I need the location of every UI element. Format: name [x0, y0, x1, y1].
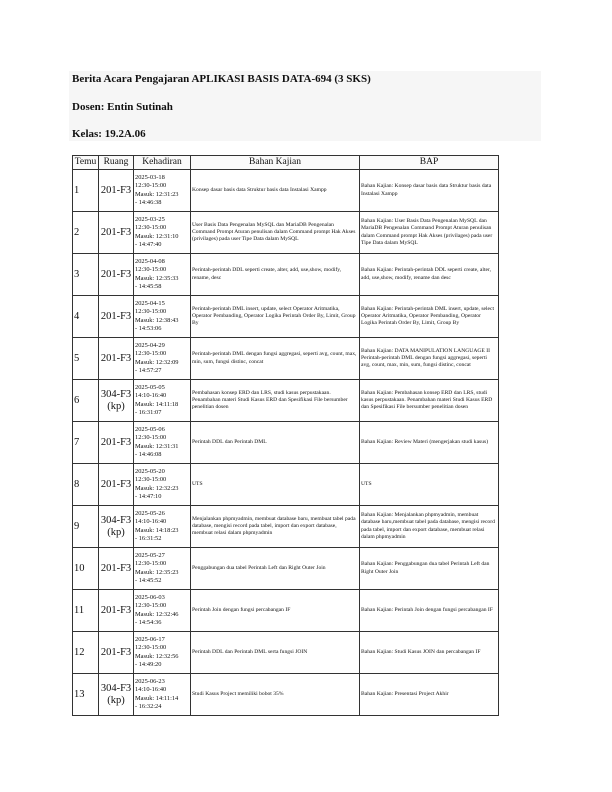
meeting-number: 9 — [73, 506, 99, 548]
attendance-date: 2025-05-26 — [135, 510, 165, 518]
room: 201-F3 — [99, 212, 134, 254]
meeting-number: 8 — [73, 464, 99, 506]
bap-note: Bahan Kajian: Presentasi Project Akhir — [360, 674, 499, 716]
attendance — [134, 254, 191, 296]
attendance — [134, 212, 191, 254]
attendance-check-out: - 14:46:38 — [135, 198, 162, 206]
attendance-date: 2025-03-18 — [135, 174, 165, 182]
attendance-date: 2025-04-08 — [135, 258, 165, 266]
room: 201-F3 — [99, 338, 134, 380]
attendance — [134, 590, 191, 632]
study-material: Menjalankan phpmyadmin, membuat database baru, membuat tabel pada database, mengisi record pada tabel, import dan export database, membuat relasi dalam phpmyadmin — [191, 506, 360, 548]
table-row — [73, 380, 499, 422]
bap-note: Bahan Kajian: Perintah-perintah DDL seperti create, alter, add, use,show, modify, rename dan desc — [360, 254, 499, 296]
study-material: Perintah-perintah DML dengan fungsi aggregasi, seperti avg, count, max, min, sum, fungsi distinc, concat — [191, 338, 360, 380]
attendance-check-in: Masuk: 12:35:33 — [135, 274, 179, 282]
study-material: Penggabungan dua tabel Perintah Left dan Right Outer Join — [191, 548, 360, 590]
attendance-check-in: Masuk: 14:11:14 — [135, 694, 179, 702]
room: 201-F3 — [99, 422, 134, 464]
attendance-check-out: - 14:53:06 — [135, 324, 162, 332]
room: 201-F3 — [99, 170, 134, 212]
attendance-date: 2025-04-15 — [135, 300, 165, 308]
attendance — [134, 464, 191, 506]
column-header-temu: Temu — [73, 156, 99, 170]
attendance-check-out: - 14:57:27 — [135, 366, 162, 374]
attendance — [134, 506, 191, 548]
table-row — [73, 254, 499, 296]
meeting-number: 7 — [73, 422, 99, 464]
attendance-check-out: - 14:46:08 — [135, 450, 162, 458]
study-material: Pembahasan konsep ERD dan LRS, studi kasus perpustakaan. Penambahan materi Studi Kasus ERD dan Spesifikasi File bersumber penelitian dosen — [191, 380, 360, 422]
column-header-bahan-kajian: Bahan Kajian — [191, 156, 360, 170]
room: 304-F3 (kp) — [99, 674, 134, 716]
column-header-bap: BAP — [360, 156, 499, 170]
study-material: Perintah Join dengan fungsi percabangan IF — [191, 590, 360, 632]
attendance — [134, 338, 191, 380]
meeting-number: 11 — [73, 590, 99, 632]
attendance-check-in: Masuk: 14:18:23 — [135, 526, 179, 534]
attendance-schedule: 14:10-16:40 — [135, 392, 167, 400]
table-row — [73, 422, 499, 464]
bap-note: Bahan Kajian: Konsep dasar basis data Struktur basis data Instalasi Xampp — [360, 170, 499, 212]
table-row — [73, 506, 499, 548]
meeting-number: 10 — [73, 548, 99, 590]
attendance-check-in: Masuk: 12:31:10 — [135, 232, 179, 240]
study-material: Perintah DDL dan Perintah DML serta fungsi JOIN — [191, 632, 360, 674]
attendance-check-out: - 14:45:52 — [135, 576, 162, 584]
attendance-date: 2025-06-17 — [135, 636, 165, 644]
bap-note: Bahan Kajian: User Basis Data Pengenalan MySQL dan MariaDB Pengenalan Command Prompt Aturan penulisan dalam Command prompt Hak Akses (privilages) pada user Tipe Data dalam MySQL — [360, 212, 499, 254]
lecturer-name: Dosen: Entin Sutinah — [72, 101, 173, 113]
attendance-check-out: - 14:49:20 — [135, 660, 162, 668]
meeting-number: 6 — [73, 380, 99, 422]
attendance-check-out: - 14:47:10 — [135, 492, 162, 500]
table-row — [73, 590, 499, 632]
meeting-number: 3 — [73, 254, 99, 296]
room: 304-F3 (kp) — [99, 506, 134, 548]
table-row — [73, 296, 499, 338]
bap-note: Bahan Kajian: Studi Kasus JOIN dan percabangan IF — [360, 632, 499, 674]
attendance-date: 2025-05-20 — [135, 468, 165, 476]
attendance — [134, 674, 191, 716]
attendance-date: 2025-05-06 — [135, 426, 165, 434]
study-material: Studi Kasus Project memiliki bobot 35% — [191, 674, 360, 716]
page-title: Berita Acara Pengajaran APLIKASI BASIS DATA-694 (3 SKS) — [72, 73, 371, 85]
attendance — [134, 380, 191, 422]
attendance-schedule: 12:30-15:00 — [135, 644, 167, 652]
attendance-check-in: Masuk: 12:32:46 — [135, 610, 179, 618]
bap-note: Bahan Kajian: Perintah Join dengan fungsi percabangan IF — [360, 590, 499, 632]
bap-note: Bahan Kajian: Review Materi (mengerjakan studi kasus) — [360, 422, 499, 464]
table-row — [73, 170, 499, 212]
attendance-schedule: 12:30-15:00 — [135, 434, 167, 442]
attendance — [134, 548, 191, 590]
attendance-check-out: - 16:31:52 — [135, 534, 162, 542]
meeting-number: 13 — [73, 674, 99, 716]
teaching-record-table — [72, 155, 499, 716]
study-material: UTS — [191, 464, 360, 506]
attendance-check-out: - 14:45:58 — [135, 282, 162, 290]
bap-note: Bahan Kajian: Penggabungan dua tabel Perintah Left dan Right Outer Join — [360, 548, 499, 590]
table-body — [73, 170, 499, 716]
study-material: Perintah-perintah DML insert, update, select Operator Aritmatika, Operator Pembanding, Operator Logika Perintah Order By, Limit, Group By — [191, 296, 360, 338]
room: 201-F3 — [99, 590, 134, 632]
table-row — [73, 212, 499, 254]
attendance — [134, 170, 191, 212]
table-row — [73, 548, 499, 590]
attendance-date: 2025-04-29 — [135, 342, 165, 350]
attendance-schedule: 12:30-15:00 — [135, 266, 167, 274]
bap-note: Bahan Kajian: Perintah-perintah DML insert, update, select Operator Aritmatika, Operator Pembanding, Operator Logika Perintah Order By, Limit, Group By — [360, 296, 499, 338]
table-row — [73, 632, 499, 674]
table-row — [73, 338, 499, 380]
attendance-check-in: Masuk: 12:31:31 — [135, 442, 179, 450]
bap-note: Bahan Kajian: DATA MANIPULATION LANGUAGE II Perintah-perintah DML dengan fungsi aggregasi, seperti avg, count, max, min, sum, fungsi distinc, concat — [360, 338, 499, 380]
attendance — [134, 632, 191, 674]
attendance-date: 2025-05-27 — [135, 552, 165, 560]
bap-note: Bahan Kajian: Pembahasan konsep ERD dan LRS, studi kasus perpustakaan. Penambahan materi Studi Kasus ERD dan Spesifikasi File bersumber penelitian dosen — [360, 380, 499, 422]
attendance-schedule: 12:30-15:00 — [135, 602, 167, 610]
room: 201-F3 — [99, 548, 134, 590]
attendance-check-in: Masuk: 12:32:23 — [135, 484, 179, 492]
attendance-check-out: - 14:47:40 — [135, 240, 162, 248]
attendance-check-in: Masuk: 12:32:56 — [135, 652, 179, 660]
table-row — [73, 464, 499, 506]
attendance-schedule: 12:30-15:00 — [135, 560, 167, 568]
attendance-check-in: Masuk: 12:32:09 — [135, 358, 179, 366]
room: 201-F3 — [99, 254, 134, 296]
column-header-kehadiran: Kehadiran — [134, 156, 191, 170]
study-material: User Basis Data Pengenalan MySQL dan MariaDB Pengenalan Command Prompt Aturan penulisan dalam Command prompt Hak Akses (privilages) pada user Tipe Data dalam MySQL — [191, 212, 360, 254]
attendance-schedule: 14:10-16:40 — [135, 518, 167, 526]
attendance-schedule: 12:30-15:00 — [135, 182, 167, 190]
attendance-date: 2025-06-23 — [135, 678, 165, 686]
attendance-schedule: 12:30-15:00 — [135, 476, 167, 484]
column-header-ruang: Ruang — [99, 156, 134, 170]
attendance-schedule: 12:30-15:00 — [135, 350, 167, 358]
attendance-check-in: Masuk: 14:11:18 — [135, 400, 179, 408]
meeting-number: 1 — [73, 170, 99, 212]
table-row — [73, 674, 499, 716]
class-code: Kelas: 19.2A.06 — [72, 128, 146, 140]
attendance-check-out: - 16:32:24 — [135, 702, 162, 710]
attendance-check-in: Masuk: 12:35:23 — [135, 568, 179, 576]
study-material: Perintah DDL dan Perintah DML — [191, 422, 360, 464]
room: 201-F3 — [99, 632, 134, 674]
meeting-number: 2 — [73, 212, 99, 254]
bap-note: Bahan Kajian: Menjalankan phpmyadmin, membuat database baru,membuat tabel pada database, mengisi record pada tabel, import dan export database, membuat relasi dalam phpmyadmin — [360, 506, 499, 548]
attendance-date: 2025-05-05 — [135, 384, 165, 392]
attendance — [134, 296, 191, 338]
attendance-schedule: 12:30-15:00 — [135, 308, 167, 316]
room: 201-F3 — [99, 296, 134, 338]
bap-note: UTS — [360, 464, 499, 506]
table-header-row — [73, 156, 499, 170]
attendance-schedule: 12:30-15:00 — [135, 224, 167, 232]
attendance — [134, 422, 191, 464]
study-material: Perintah-perintah DDL seperti create, alter, add, use,show, modify, rename, desc — [191, 254, 360, 296]
attendance-check-out: - 16:31:07 — [135, 408, 162, 416]
room: 304-F3 (kp) — [99, 380, 134, 422]
attendance-check-in: Masuk: 12:38:43 — [135, 316, 179, 324]
room: 201-F3 — [99, 464, 134, 506]
study-material: Konsep dasar basis data Struktur basis data Instalasi Xampp — [191, 170, 360, 212]
attendance-check-in: Masuk: 12:31:23 — [135, 190, 179, 198]
attendance-schedule: 14:10-16:40 — [135, 686, 167, 694]
attendance-date: 2025-06-03 — [135, 594, 165, 602]
meeting-number: 4 — [73, 296, 99, 338]
attendance-check-out: - 14:54:36 — [135, 618, 162, 626]
meeting-number: 5 — [73, 338, 99, 380]
attendance-date: 2025-03-25 — [135, 216, 165, 224]
meeting-number: 12 — [73, 632, 99, 674]
